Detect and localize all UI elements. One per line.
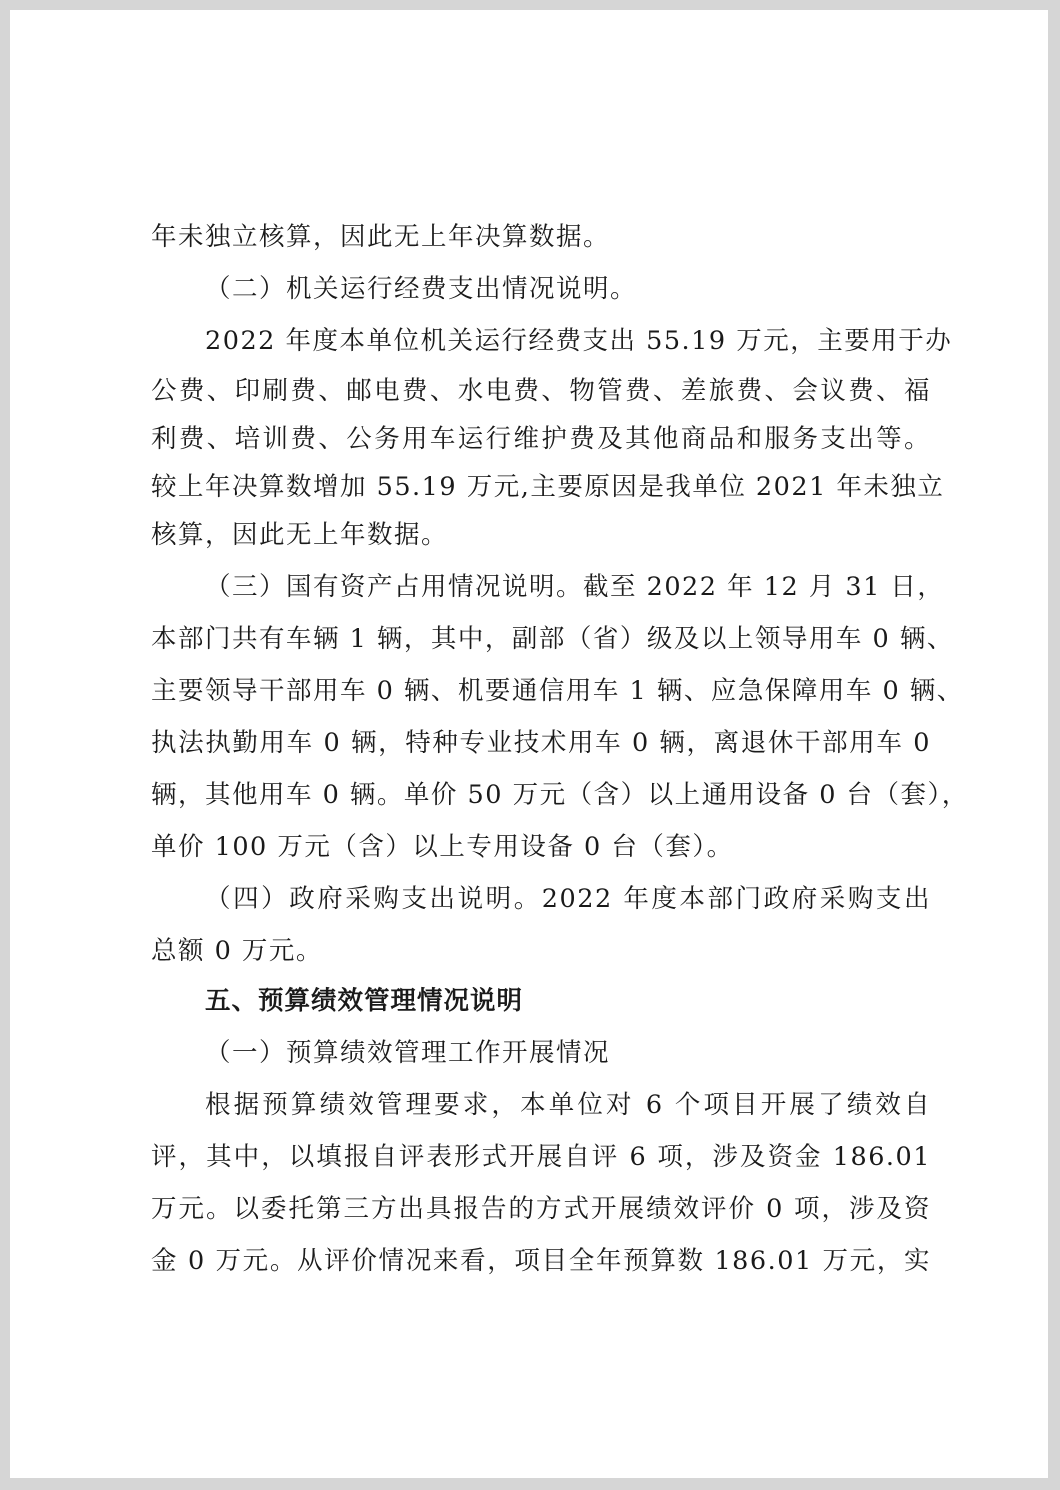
- text-line-8: （三）国有资产占用情况说明。截至 2022 年 12 月 31 日，: [205, 572, 945, 602]
- section-heading-5-1: （一）预算绩效管理工作开展情况: [205, 1038, 611, 1068]
- text-line-9: 本部门共有车辆 1 辆，其中，副部（省）级及以上领导用车 0 辆、: [151, 624, 954, 654]
- text-line-3: 2022 年度本单位机关运行经费支出 55.19 万元，主要用于办: [205, 326, 953, 356]
- text-line-18: 根据预算绩效管理要求，本单位对 6 个项目开展了绩效自: [205, 1090, 931, 1120]
- text-line-15: 总额 0 万元。: [151, 936, 323, 966]
- text-line-19: 评，其中，以填报自评表形式开展自评 6 项，涉及资金 186.01: [151, 1142, 931, 1172]
- text-line-4: 公费、印刷费、邮电费、水电费、物管费、差旅费、会议费、福: [151, 376, 931, 406]
- text-line-11: 执法执勤用车 0 辆，特种专业技术用车 0 辆，离退休干部用车 0: [151, 728, 931, 758]
- section-heading-2-2: （二）机关运行经费支出情况说明。: [205, 274, 638, 304]
- text-line-5: 利费、培训费、公务用车运行维护费及其他商品和服务支出等。: [151, 424, 931, 454]
- text-line-21: 金 0 万元。从评价情况来看，项目全年预算数 186.01 万元，实: [151, 1246, 931, 1276]
- text-line-7: 核算，因此无上年数据。: [151, 520, 449, 550]
- text-line-13: 单价 100 万元（含）以上专用设备 0 台（套）。: [151, 832, 734, 862]
- text-line-10: 主要领导干部用车 0 辆、机要通信用车 1 辆、应急保障用车 0 辆、: [151, 676, 964, 706]
- text-line-6: 较上年决算数增加 55.19 万元,主要原因是我单位 2021 年未独立: [151, 472, 945, 502]
- document-page: [10, 10, 1048, 1478]
- text-line-14: （四）政府采购支出说明。2022 年度本部门政府采购支出: [205, 884, 931, 914]
- text-line-1: 年未独立核算，因此无上年决算数据。: [151, 222, 611, 252]
- text-line-20: 万元。以委托第三方出具报告的方式开展绩效评价 0 项，涉及资: [151, 1194, 931, 1224]
- text-line-12: 辆，其他用车 0 辆。单价 50 万元（含）以上通用设备 0 台（套），: [151, 780, 969, 810]
- section-heading-5: 五、预算绩效管理情况说明: [205, 986, 524, 1016]
